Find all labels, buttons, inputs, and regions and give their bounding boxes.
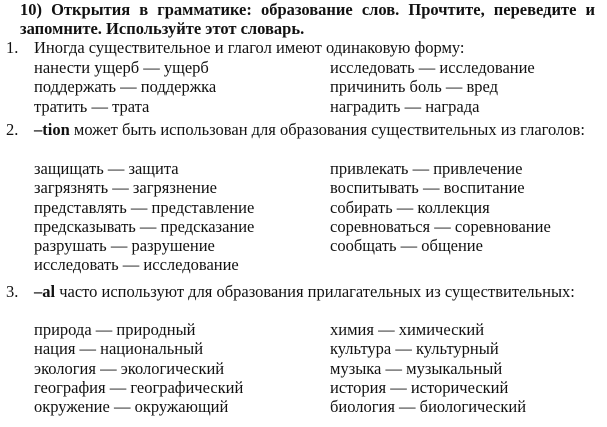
- word-pair-row: [34, 77, 595, 96]
- word-pair-row: [34, 217, 595, 236]
- section-2-intro: [6, 120, 595, 139]
- word-pair-left: представлять — представление: [34, 197, 255, 217]
- word-pair-right: [330, 255, 595, 274]
- word-pair-right: культура — культурный: [330, 339, 499, 359]
- word-pair-right: наградить — награда: [330, 96, 480, 116]
- word-pair-left: защищать — защита: [34, 159, 179, 178]
- word-pair-row: [34, 359, 595, 378]
- word-pair-left: предсказывать — предсказание: [34, 216, 255, 236]
- word-pair-right: собирать — коллекция: [330, 197, 490, 217]
- exercise-instruction: Открытия в грамматике: образование слов. Прочтите, переведите и запомните. Используйте этот словарь.: [20, 0, 596, 38]
- word-pair-row: [34, 320, 595, 339]
- word-pair-left: экология — экологический: [34, 358, 225, 378]
- word-pair-left: тратить — трата: [34, 96, 150, 116]
- word-pair-right: история — исторический: [330, 377, 509, 397]
- word-pair-left: загрязнять — загрязнение: [34, 178, 217, 198]
- word-pair-left: окружение — окружающий: [34, 397, 229, 417]
- section-1-intro-text: Иногда существительное и глагол имеют одинаковую форму:: [34, 38, 465, 57]
- word-pair-row: [34, 178, 595, 197]
- word-pair-row: [34, 159, 595, 178]
- word-pair-right: привлекать — привлечение: [330, 159, 523, 178]
- word-pair-left: нанести ущерб — ущерб: [34, 58, 209, 77]
- word-pair-right: музыка — музыкальный: [330, 358, 503, 378]
- section-1-intro: [6, 38, 595, 57]
- word-pair-right: химия — химический: [330, 320, 485, 339]
- exercise-heading: [20, 0, 595, 38]
- section-1-word-list: [34, 58, 595, 116]
- word-pair-right: причинить боль — вред: [330, 77, 499, 97]
- word-pair-row: [34, 255, 595, 274]
- word-pair-row: [34, 397, 595, 416]
- word-pair-right: сообщать — общение: [330, 236, 483, 256]
- section-3-suffix: –al: [34, 282, 56, 301]
- word-pair-right: соревноваться — соревнование: [330, 216, 551, 236]
- word-pair-row: [34, 339, 595, 358]
- section-3-intro: [6, 282, 595, 301]
- word-pair-row: [34, 58, 595, 77]
- section-1-marker: 1.: [6, 38, 19, 57]
- word-pair-right: биология — биологический: [330, 397, 527, 417]
- word-pair-row: [34, 378, 595, 397]
- word-pair-left: география — географический: [34, 377, 244, 397]
- word-pair-right: исследовать — исследование: [330, 58, 535, 77]
- section-2-suffix: –tion: [34, 120, 70, 139]
- word-pair-left: поддержать — поддержка: [34, 77, 217, 97]
- word-pair-right: воспитывать — воспитание: [330, 178, 525, 198]
- word-pair-left: природа — природный: [34, 320, 196, 339]
- word-pair-left: исследовать — исследование: [34, 255, 239, 275]
- exercise-number: 10): [20, 0, 42, 19]
- section-3-word-list: [34, 320, 595, 416]
- word-pair-row: [34, 236, 595, 255]
- section-2-intro-text: может быть использован для образования существительных из глаголов:: [69, 120, 585, 139]
- word-pair-left: нация — национальный: [34, 339, 204, 359]
- word-pair-row: [34, 97, 595, 116]
- section-2-word-list: [34, 159, 595, 275]
- section-3-marker: 3.: [6, 282, 19, 301]
- word-pair-row: [34, 198, 595, 217]
- word-pair-left: разрушать — разрушение: [34, 236, 215, 256]
- section-2-marker: 2.: [6, 120, 19, 139]
- section-3-intro-text: часто используют для образования прилагательных из существительных:: [55, 282, 575, 301]
